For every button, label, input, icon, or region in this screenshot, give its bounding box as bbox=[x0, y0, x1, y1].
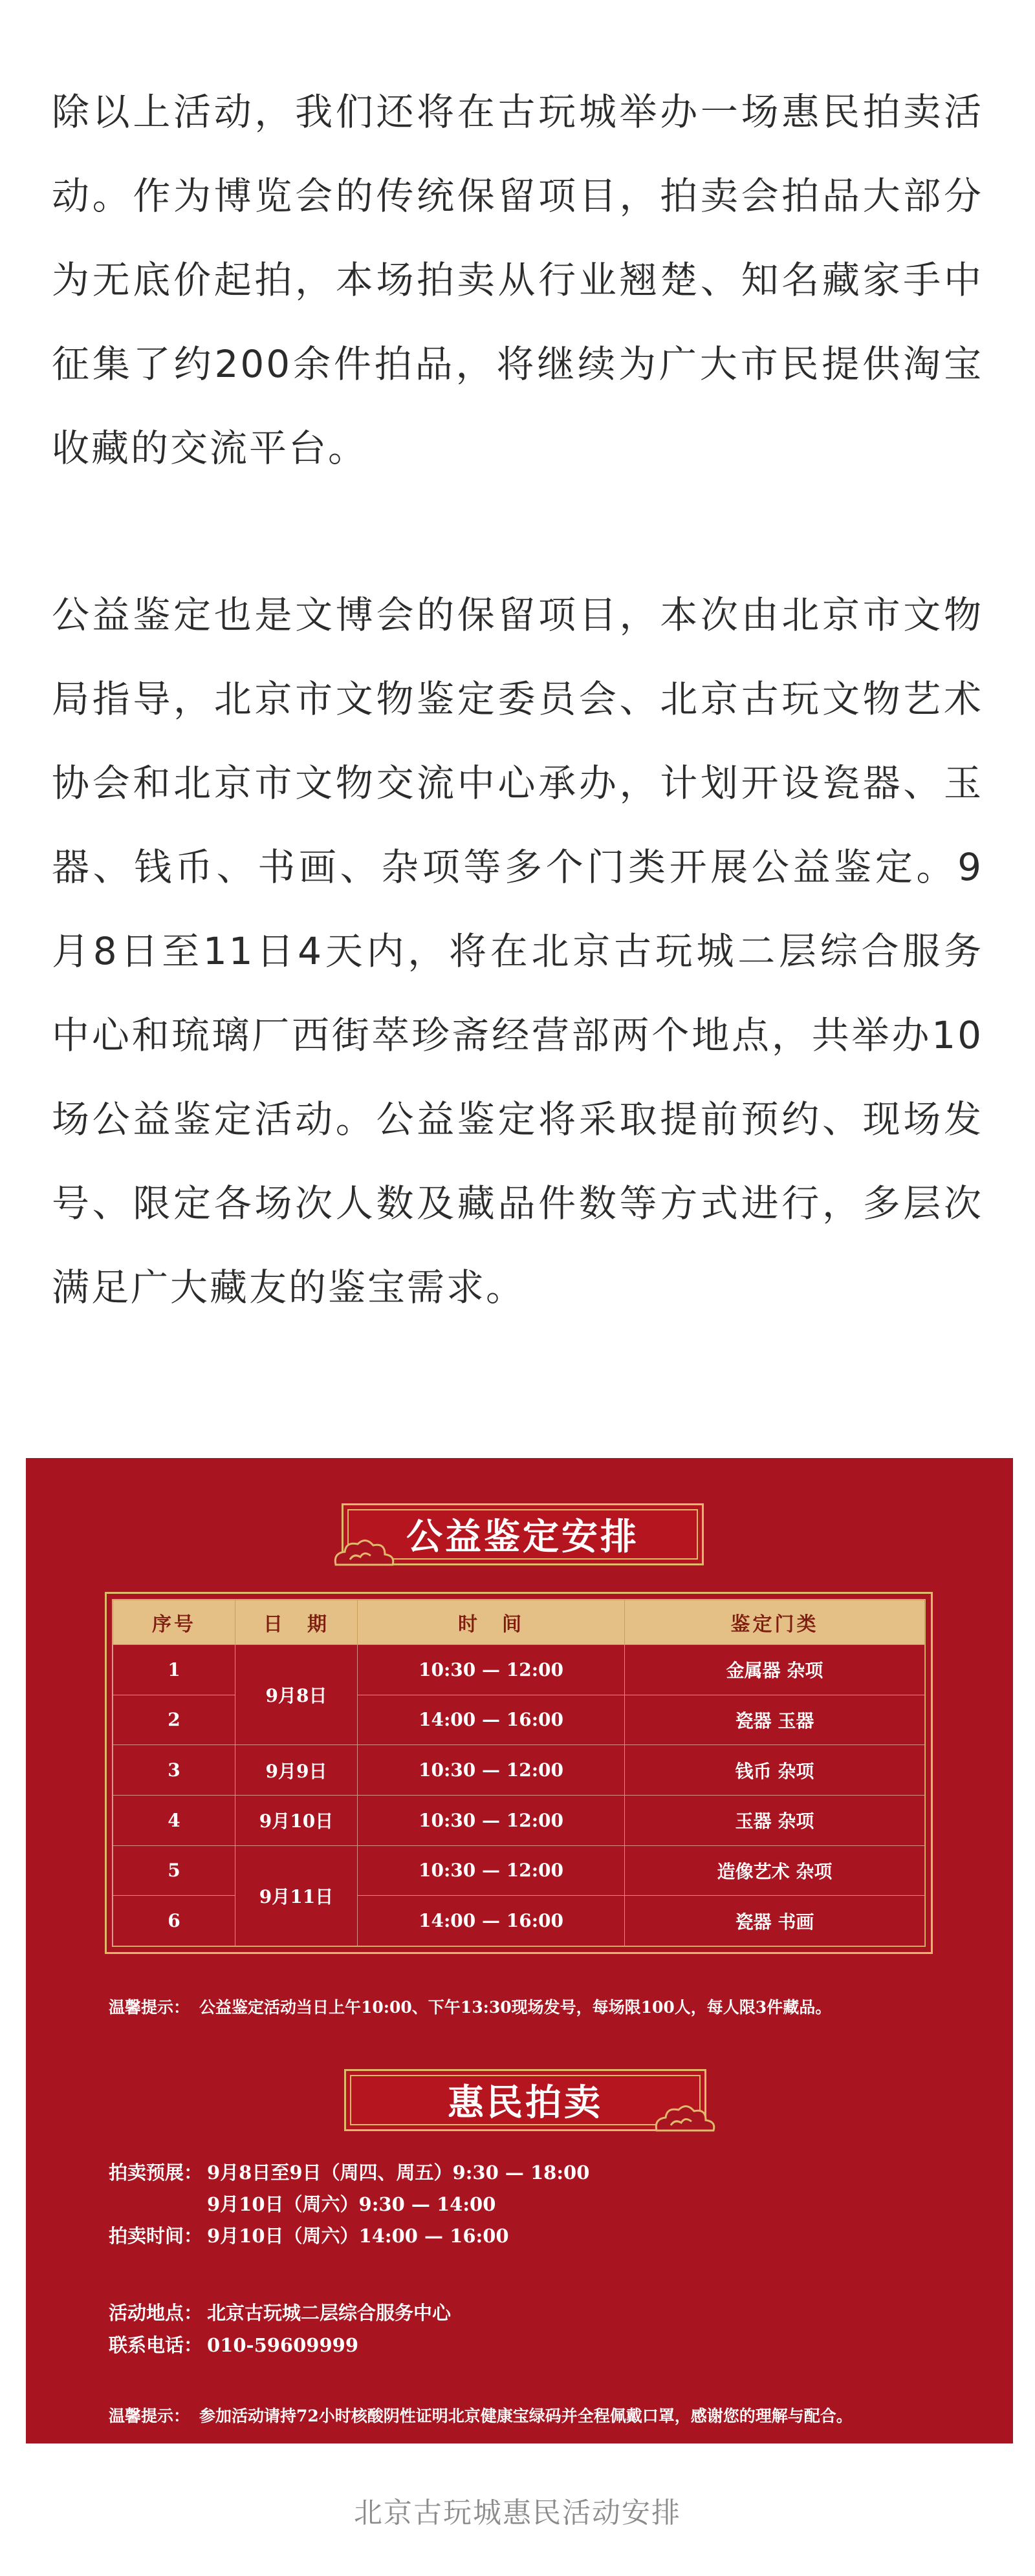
schedule-table bbox=[113, 1600, 925, 1946]
header-no: 序号 bbox=[113, 1600, 235, 1645]
hint-label: 温馨提示： bbox=[109, 1998, 190, 2017]
row-time: 14:00 — 16:00 bbox=[358, 1695, 625, 1745]
auspicious-cloud-icon bbox=[331, 1536, 402, 1571]
hint-text: 公益鉴定活动当日上午10:00、下午13:30现场发号，每场限100人，每人限3件藏品。 bbox=[199, 1998, 832, 2017]
row-category: 造像艺术 杂项 bbox=[625, 1845, 925, 1896]
row-date: 9月11日 bbox=[235, 1845, 358, 1946]
paragraph-auction: 除以上活动，我们还将在古玩城举办一场惠民拍卖活动。作为博览会的传统保留项目，拍卖会拍品大部分为无底价起拍，本场拍卖从行业翘楚、知名藏家手中征集了约200余件拍品，将继续为广大市民提供淘宝收藏的交流平台。 bbox=[52, 90, 983, 470]
auction-time-label: 拍卖时间： bbox=[109, 2225, 203, 2247]
row-date: 9月9日 bbox=[235, 1745, 358, 1796]
row-time: 10:30 — 12:00 bbox=[358, 1845, 625, 1896]
table-row bbox=[113, 1845, 925, 1896]
row-no: 6 bbox=[113, 1896, 235, 1946]
appraisal-banner bbox=[342, 1503, 704, 1565]
table-row bbox=[113, 1695, 925, 1745]
covid-hint bbox=[109, 2403, 950, 2427]
preview-line-1 bbox=[109, 2158, 589, 2185]
header-category: 鉴定门类 bbox=[625, 1600, 925, 1645]
image-caption: 北京古玩城惠民活动安排 bbox=[354, 2496, 681, 2529]
row-no: 2 bbox=[113, 1695, 235, 1745]
preview-value-1: 9月8日至9日（周四、周五）9:30 — 18:00 bbox=[207, 2162, 590, 2184]
auction-banner bbox=[344, 2069, 706, 2131]
row-category: 金属器 杂项 bbox=[625, 1645, 925, 1695]
phone-value: 010-59609999 bbox=[207, 2334, 358, 2356]
row-date: 9月10日 bbox=[235, 1795, 358, 1845]
header-time: 时 间 bbox=[358, 1600, 625, 1645]
row-category: 瓷器 玉器 bbox=[625, 1695, 925, 1745]
venue-line bbox=[109, 2299, 451, 2325]
table-row bbox=[113, 1745, 925, 1796]
row-no: 1 bbox=[113, 1645, 235, 1695]
auction-time-value: 9月10日（周六）14:00 — 16:00 bbox=[207, 2225, 509, 2247]
table-row bbox=[113, 1896, 925, 1946]
preview-value-2: 9月10日（周六）9:30 — 14:00 bbox=[207, 2193, 496, 2215]
article-body bbox=[52, 70, 983, 1329]
event-poster bbox=[26, 1458, 1013, 2443]
phone-label: 联系电话： bbox=[109, 2334, 203, 2356]
paragraph-appraisal: 公益鉴定也是文博会的保留项目，本次由北京市文物局指导，北京市文物鉴定委员会、北京古玩文物艺术协会和北京市文物交流中心承办，计划开设瓷器、玉器、钱币、书画、杂项等多个门类开展公益鉴定。9月8日至11日4天内，将在北京古玩城二层综合服务中心和琉璃厂西街萃珍斋经营部两个地点，共举办10场公益鉴定活动。公益鉴定将采取提前预约、现场发号、限定各场次人数及藏品件数等方式进行，多层次满足广大藏友的鉴宝需求。 bbox=[52, 593, 983, 1309]
auspicious-cloud-icon bbox=[651, 2102, 723, 2137]
table-row bbox=[113, 1645, 925, 1695]
row-category: 瓷器 书画 bbox=[625, 1896, 925, 1946]
venue-value: 北京古玩城二层综合服务中心 bbox=[207, 2302, 452, 2324]
row-no: 3 bbox=[113, 1745, 235, 1796]
row-time: 10:30 — 12:00 bbox=[358, 1645, 625, 1695]
preview-line-2 bbox=[109, 2190, 496, 2216]
row-time: 14:00 — 16:00 bbox=[358, 1896, 625, 1946]
phone-line bbox=[109, 2331, 358, 2357]
header-date: 日 期 bbox=[235, 1600, 358, 1645]
appraisal-schedule bbox=[105, 1592, 933, 1954]
venue-label: 活动地点： bbox=[109, 2302, 203, 2324]
auction-title: 惠民拍卖 bbox=[448, 2081, 603, 2124]
table-header-row bbox=[113, 1600, 925, 1645]
auction-time-line bbox=[109, 2222, 509, 2248]
row-category: 玉器 杂项 bbox=[625, 1795, 925, 1845]
appraisal-title: 公益鉴定安排 bbox=[406, 1516, 639, 1558]
row-date: 9月8日 bbox=[235, 1645, 358, 1745]
appraisal-hint bbox=[109, 1995, 950, 2018]
row-no: 5 bbox=[113, 1845, 235, 1896]
row-time: 10:30 — 12:00 bbox=[358, 1795, 625, 1845]
row-no: 4 bbox=[113, 1795, 235, 1845]
row-time: 10:30 — 12:00 bbox=[358, 1745, 625, 1796]
hint-label: 温馨提示： bbox=[109, 2407, 190, 2425]
hint-text: 参加活动请持72小时核酸阴性证明北京健康宝绿码并全程佩戴口罩，感谢您的理解与配合。 bbox=[199, 2407, 853, 2425]
preview-label: 拍卖预展： bbox=[109, 2162, 203, 2184]
table-row bbox=[113, 1795, 925, 1845]
row-category: 钱币 杂项 bbox=[625, 1745, 925, 1796]
